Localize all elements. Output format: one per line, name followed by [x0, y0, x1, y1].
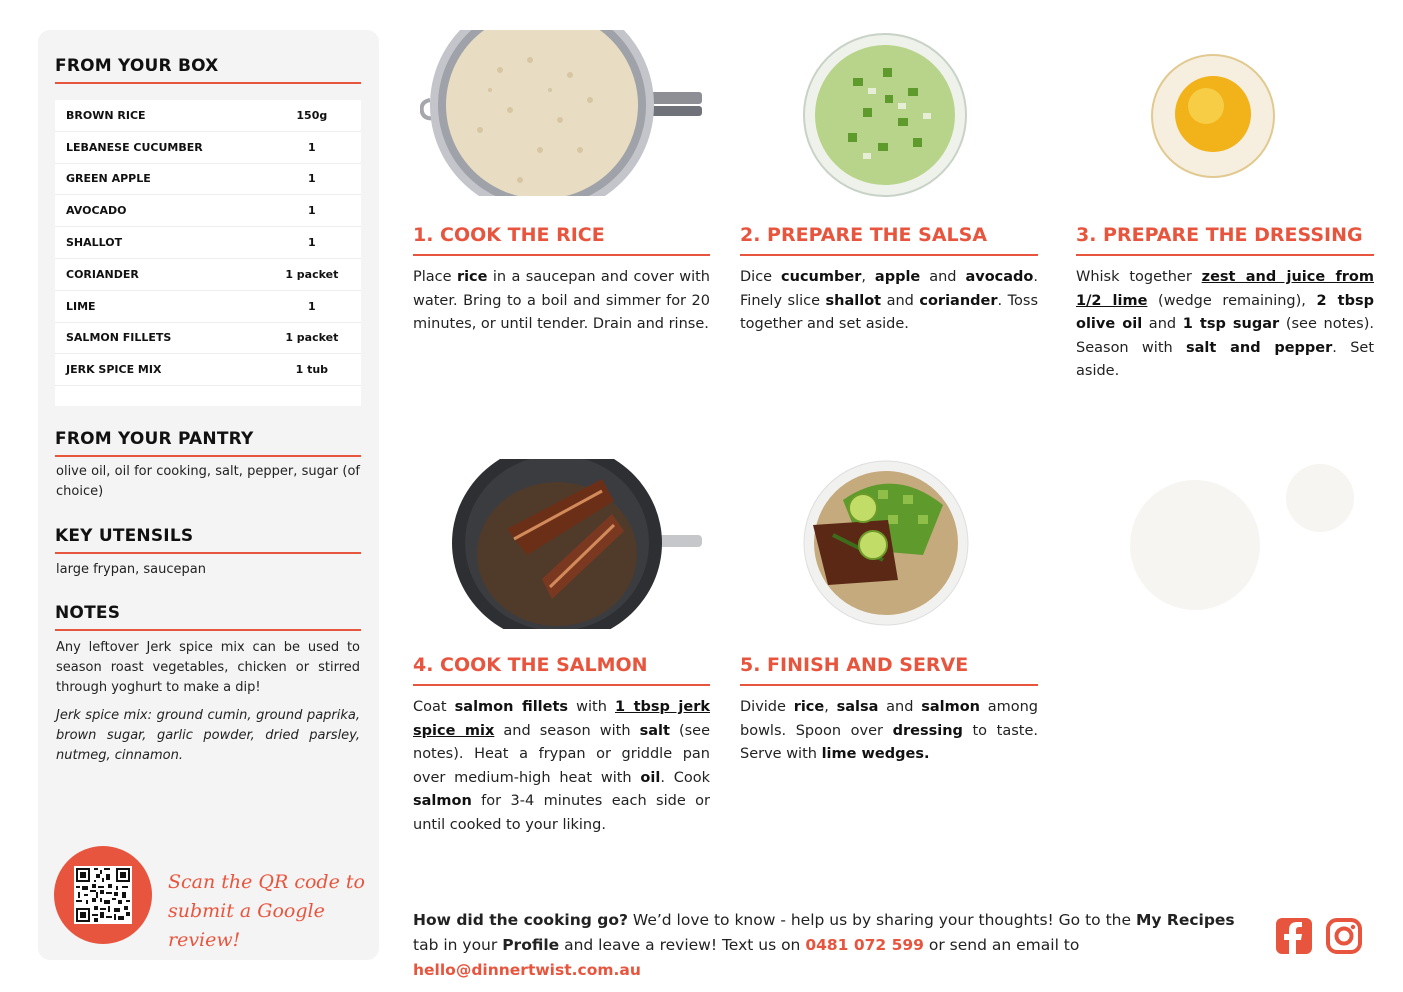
step-4-text: Coat salmon fillets with 1 tbsp jerk spice mix and season with salt (see notes). Heat a frypan or griddle pan over medium-high heat with oil. Cook salmon for 3-4 minutes each side or until cooked to your liking.: [413, 699, 711, 833]
ingredient-name: SHALLOT: [66, 236, 123, 250]
utensils-title: KEY UTENSILS: [55, 526, 361, 554]
salsa-bowl-image: [803, 33, 968, 198]
ingredient-name: JERK SPICE MIX: [66, 363, 162, 377]
table-row: [55, 132, 361, 164]
table-row: [55, 291, 361, 323]
step-1-text: Place rice in a saucepan and cover with water. Bring to a boil and simmer for 20 minutes, or until tender. Drain and rinse.: [413, 269, 710, 332]
step-2-text: Dice cucumber, apple and avocado. Finely slice shallot and coriander. Toss together and set aside.: [740, 269, 1039, 332]
table-row: [55, 259, 361, 291]
ingredient-qty: 1 packet: [285, 267, 339, 281]
utensils-text: large frypan, saucepan: [56, 562, 206, 577]
email-link[interactable]: hello@dinnertwist.com.au: [413, 961, 641, 979]
step-5-text: Divide rice, salsa and salmon among bowls. Spoon over dressing to taste. Serve with lime wedges.: [740, 699, 1039, 762]
ingredient-name: BROWN RICE: [66, 108, 146, 122]
table-row: [55, 354, 361, 386]
faded-background-image: [1120, 460, 1360, 610]
qr-badge: [54, 846, 152, 944]
finished-dish-image: [803, 460, 969, 626]
sidebar-panel: [38, 30, 379, 960]
qr-code[interactable]: [74, 866, 132, 924]
from-box-title: FROM YOUR BOX: [55, 56, 361, 84]
ingredient-qty: 150g: [296, 108, 328, 122]
phone-number-link[interactable]: 0481 072 599: [805, 936, 924, 954]
ingredient-name: SALMON FILLETS: [66, 331, 172, 345]
ingredient-name: LIME: [66, 299, 96, 313]
ingredient-qty: 1: [308, 172, 316, 186]
ingredient-name: CORIANDER: [66, 267, 139, 281]
qr-caption: [168, 868, 379, 955]
ingredient-name: LEBANESE CUCUMBER: [66, 140, 203, 154]
table-row: [55, 323, 361, 355]
salmon-frypan-image: [452, 459, 702, 629]
ingredient-qty: 1: [308, 299, 316, 313]
table-row: [55, 227, 361, 259]
instagram-icon[interactable]: [1325, 917, 1363, 955]
ingredient-name: GREEN APPLE: [66, 172, 151, 186]
qr-caption-line2: submit a Google review!: [168, 900, 325, 951]
table-row: [55, 164, 361, 196]
ingredient-qty: 1: [308, 236, 316, 250]
step-1-title: 1. COOK THE RICE: [413, 224, 710, 256]
qr-caption-line1: Scan the QR code to: [168, 871, 365, 893]
notes-text: Any leftover Jerk spice mix can be used to season roast vegetables, chicken or stirred through yoghurt to make a dip!: [56, 640, 360, 695]
ingredient-qty: 1: [308, 140, 316, 154]
pantry-text: olive oil, oil for cooking, salt, pepper, sugar (of choice): [56, 464, 360, 499]
ingredient-qty: 1 packet: [285, 331, 339, 345]
facebook-icon[interactable]: [1275, 917, 1313, 955]
pantry-title: FROM YOUR PANTRY: [55, 429, 361, 457]
dressing-bowl-image: [1151, 54, 1275, 178]
ingredient-qty: 1 tub: [295, 363, 329, 377]
step-5-title: 5. FINISH AND SERVE: [740, 654, 1038, 686]
notes-spice-mix-text: Jerk spice mix: ground cumin, ground paprika, brown sugar, garlic powder, dried parsley, nutmeg, cinnamon.: [56, 708, 360, 763]
ingredient-qty: 1: [308, 204, 316, 218]
step-3-text: Whisk together zest and juice from 1/2 lime (wedge remaining), 2 tbsp olive oil and 1 tsp sugar (see notes). Season with salt and pepper. Set aside.: [1076, 269, 1375, 379]
qr-code-graphic: [74, 866, 132, 924]
ingredient-name: AVOCADO: [66, 204, 127, 218]
step-3-title: 3. PREPARE THE DRESSING: [1076, 224, 1374, 256]
table-row: [55, 195, 361, 227]
review-footer-text: How did the cooking go? We’d love to know - help us by sharing your thoughts! Go to the My Recipes tab in your Profile and leave a review! Text us on 0481 072 599 or send an email to hello@dinnertwist.com.au: [413, 911, 1235, 979]
notes-title: NOTES: [55, 603, 361, 631]
table-row: [55, 100, 361, 132]
step-2-title: 2. PREPARE THE SALSA: [740, 224, 1038, 256]
step-4-title: 4. COOK THE SALMON: [413, 654, 710, 686]
rice-saucepan-image: [420, 30, 702, 198]
ingredients-table: [55, 100, 361, 406]
